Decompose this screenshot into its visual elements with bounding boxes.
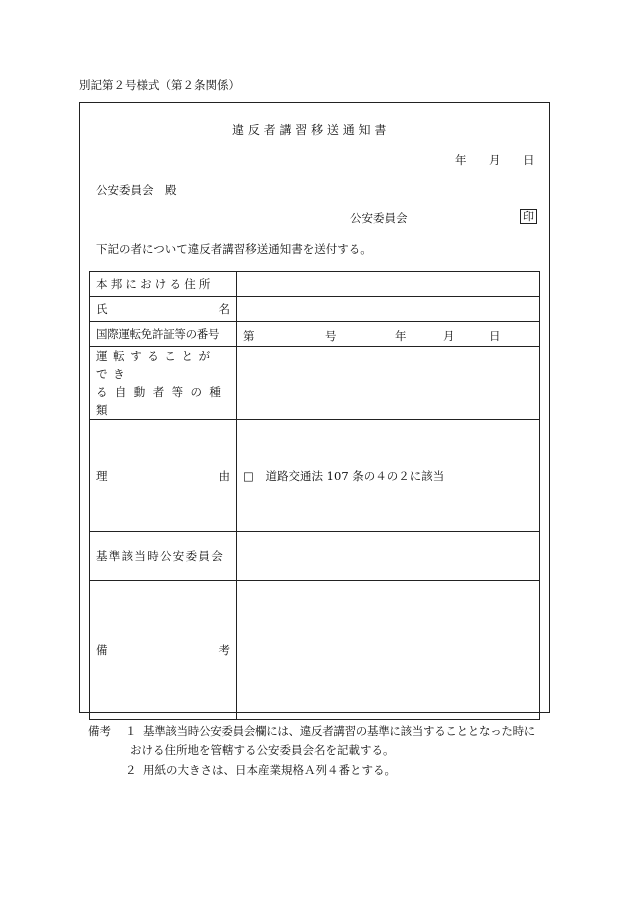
field-commission[interactable] [237,532,540,581]
note-1-number: １ [125,724,137,738]
table-row-license [90,322,540,347]
note-2-number: ２ [125,763,137,777]
field-reason [237,420,540,532]
field-license[interactable] [237,322,540,347]
label-license: 国際運転免許証等の番号 [90,322,237,347]
reason-checkbox[interactable]: □ [243,468,254,483]
sender: 公安委員会 [350,211,408,225]
field-vehicle[interactable] [237,347,540,420]
addressee: 公安委員会 殿 [96,183,177,197]
note-1-line2: おける住所地を管轄する公安委員会名を記載する。 [130,743,395,757]
reason-text: 道路交通法 107 条の４の２に該当 [265,468,445,483]
form-number-label: 別記第２号様式（第２条関係） [79,78,240,92]
date-day: 日 [523,153,535,167]
label-address: 本邦における住所 [90,272,237,297]
document-title: 違 反 者 講 習 移 送 通 知 書 [232,123,387,137]
field-address[interactable] [237,272,540,297]
table-row-reason [90,420,540,532]
form-table [89,271,540,720]
note-2-line1: 用紙の大きさは、日本産業規格Ａ列４番とする。 [143,763,396,777]
intro-sentence: 下記の者について違反者講習移送通知書を送付する。 [96,242,372,256]
label-commission: 基準該当時公安委員会 [90,532,237,581]
license-day: 日 [489,329,501,343]
date-month: 月 [489,153,501,167]
license-dai: 第 [243,329,255,343]
label-reason: 理 由 [90,420,237,532]
license-go: 号 [325,329,337,343]
table-row-commission [90,532,540,581]
table-row-address [90,272,540,297]
table-row-vehicle [90,347,540,420]
field-remarks[interactable] [237,581,540,720]
note-1-line1: 基準該当時公安委員会欄には、違反者講習の基準に該当することとなった時に [143,724,535,738]
date-year: 年 [455,153,467,167]
seal-text: 印 [520,209,537,224]
table-row-remarks [90,581,540,720]
table-row-name [90,297,540,322]
label-name: 氏 名 [90,297,237,322]
label-remarks: 備 考 [90,581,237,720]
seal-stamp [520,209,537,224]
license-year: 年 [395,329,407,343]
notes-heading: 備考 [88,724,111,738]
field-name[interactable] [237,297,540,322]
license-month: 月 [443,329,455,343]
label-vehicle: 運転することができ る自動者等の種類 [90,347,237,420]
